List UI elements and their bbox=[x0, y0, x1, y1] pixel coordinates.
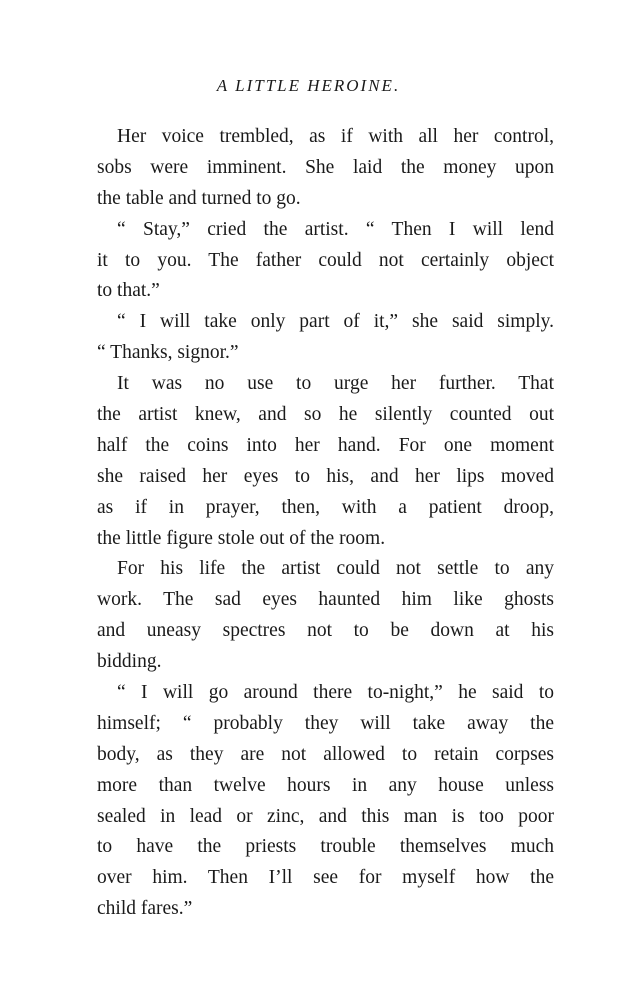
text-line: half the coins into her hand. For one moment bbox=[97, 434, 554, 456]
text-line: it to you. The father could not certainly object bbox=[97, 249, 554, 271]
text-line: more than twelve hours in any house unless bbox=[97, 774, 554, 796]
text-line: the artist knew, and so he silently counted out bbox=[97, 404, 554, 426]
text-line: over him. Then I’ll see for myself how the bbox=[97, 867, 554, 889]
text-line: “ Stay,” cried the artist. “ Then I will lend bbox=[117, 218, 554, 240]
text-line: to have the priests trouble themselves much bbox=[97, 836, 554, 858]
running-head: A LITTLE HEROINE. bbox=[216, 76, 401, 95]
text-line: “ I will take only part of it,” she said simply. bbox=[117, 311, 554, 333]
text-line: she raised her eyes to his, and her lips moved bbox=[97, 465, 554, 487]
text-line: body, as they are not allowed to retain corpses bbox=[97, 743, 554, 765]
body-text bbox=[97, 122, 554, 925]
text-line: the little figure stole out of the room. bbox=[97, 527, 386, 549]
text-line: child fares.” bbox=[97, 898, 193, 920]
text-line: himself; “ probably they will take away the bbox=[97, 712, 554, 734]
text-line: the table and turned to go. bbox=[97, 187, 301, 209]
text-line: For his life the artist could not settle to any bbox=[117, 558, 554, 580]
text-line: and uneasy spectres not to be down at his bbox=[97, 620, 554, 642]
text-line: bidding. bbox=[97, 651, 162, 673]
text-line: sobs were imminent. She laid the money upon bbox=[97, 156, 554, 178]
text-line: “ Thanks, signor.” bbox=[97, 342, 239, 364]
text-line: “ I will go around there to-night,” he said to bbox=[117, 682, 554, 704]
text-line: Her voice trembled, as if with all her control, bbox=[117, 126, 554, 147]
text-line: to that.” bbox=[97, 280, 160, 302]
text-line: sealed in lead or zinc, and this man is too poor bbox=[97, 805, 554, 827]
text-line: as if in prayer, then, with a patient droop, bbox=[97, 496, 554, 518]
text-line: work. The sad eyes haunted him like ghosts bbox=[97, 589, 554, 611]
text-line: It was no use to urge her further. That bbox=[117, 373, 554, 395]
